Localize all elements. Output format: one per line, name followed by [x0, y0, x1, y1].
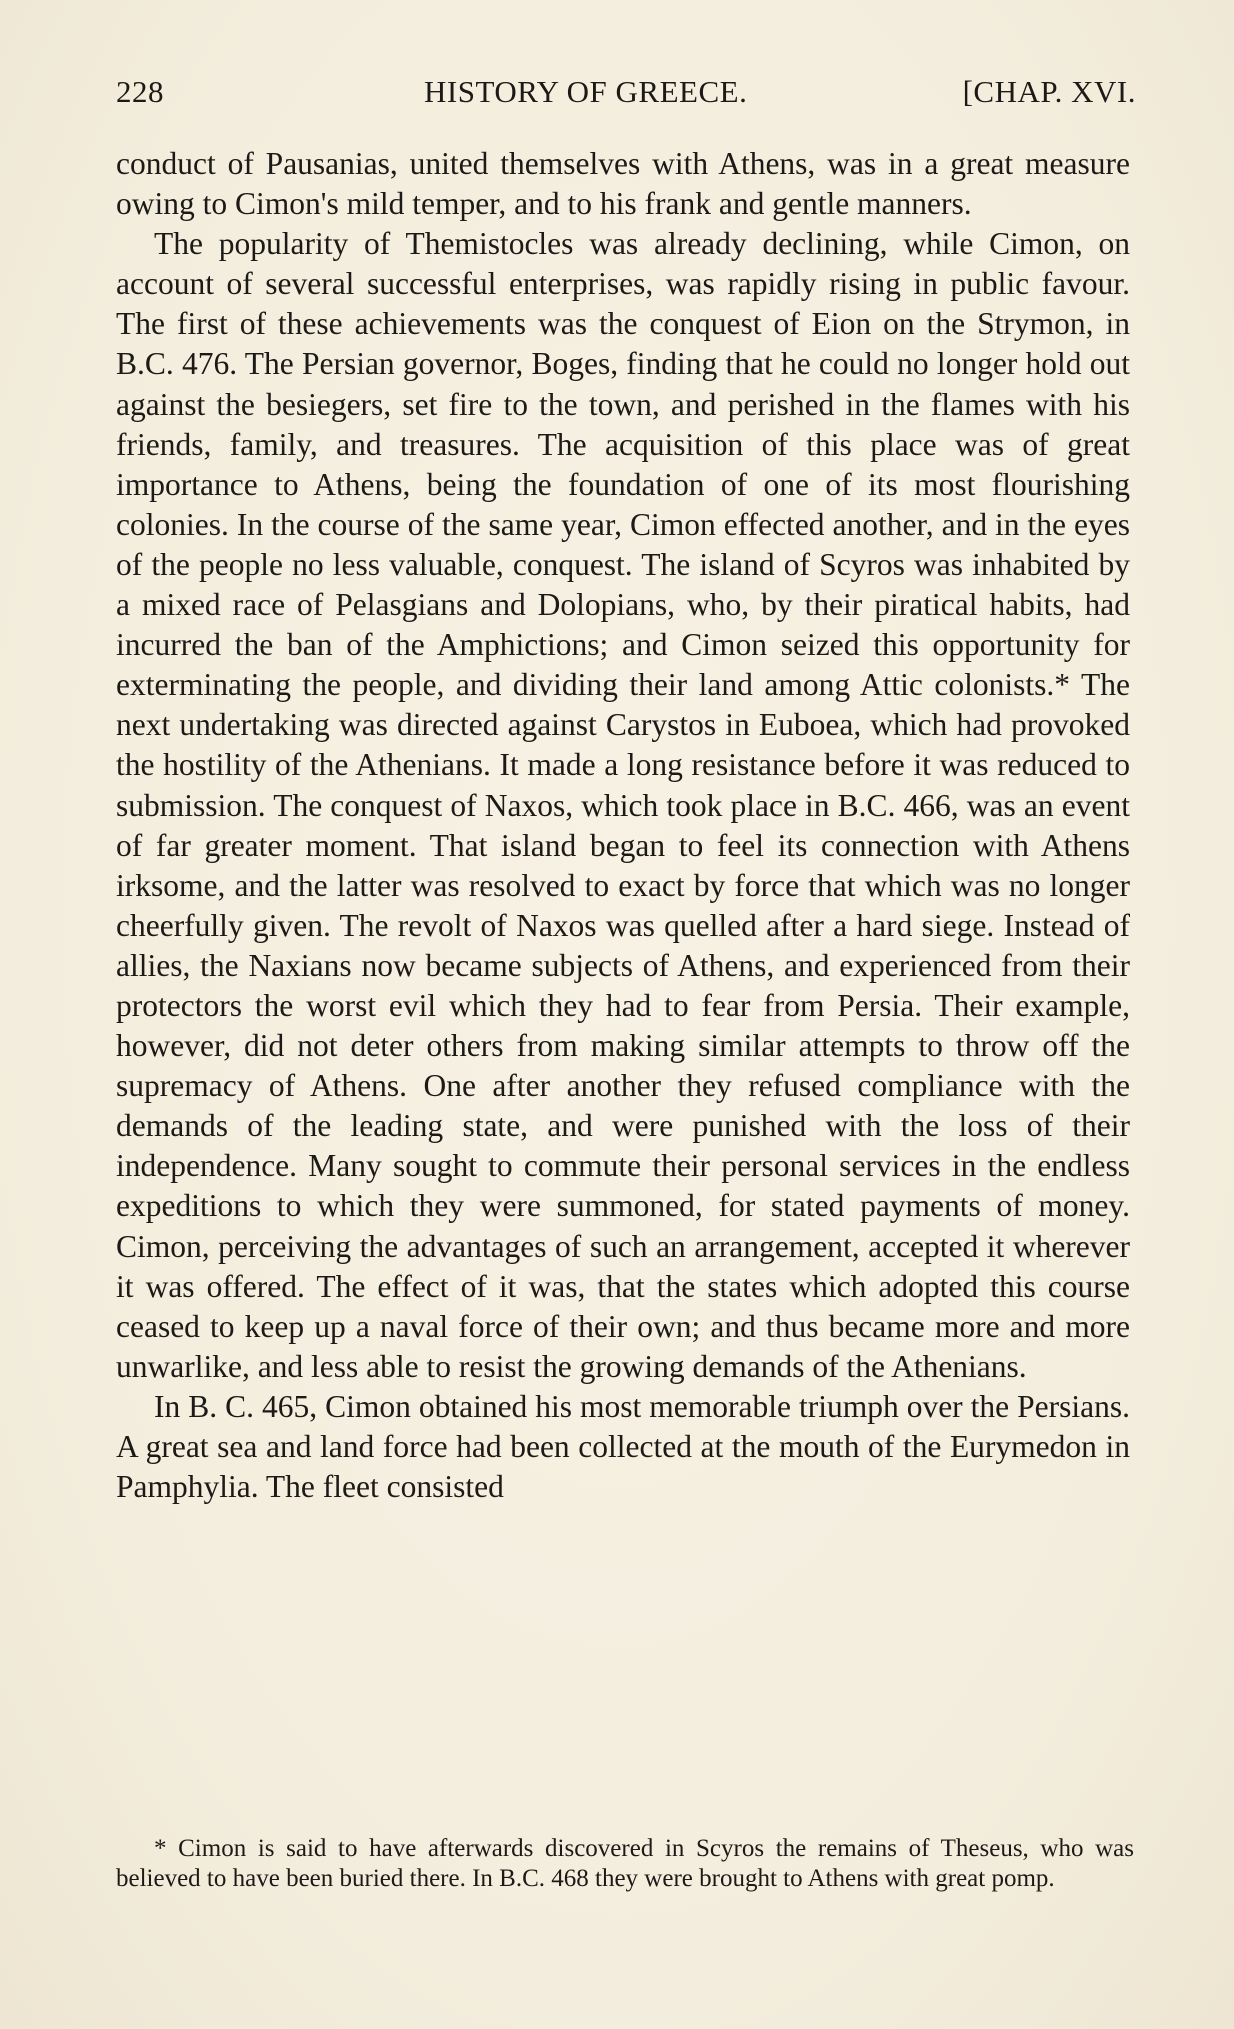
running-header [116, 74, 1136, 114]
footnote: * Cimon is said to have afterwards discovered in Scyros the remains of Theseus, who was believed to have been buried there. In B.C. 468 they were brought to Athens with great pomp. [116, 1835, 1134, 1892]
page-number: 228 [116, 74, 164, 109]
paragraph-3: In B. C. 465, Cimon obtained his most memorable triumph over the Persians. A great sea and land force had been collected at the mouth of the Eurymedon in Pamphylia. The fleet consisted [116, 1388, 1130, 1505]
chapter-reference: [CHAP. XVI. [962, 74, 1136, 109]
paragraph-1: conduct of Pausanias, united themselves with Athens, was in a great measure owing to Cimon's mild temper, and to his frank and gentle manners. [116, 146, 1130, 222]
book-title: HISTORY OF GREECE. [424, 74, 748, 109]
main-text [116, 144, 1130, 1507]
paragraph-2: The popularity of Themistocles was already declining, while Cimon, on account of several successful enterprises, was rapidly rising in public favour. The first of these achievements was the conquest of Eion on the Strymon, in B.C. 476. The Persian governor, Boges, finding that he could no longer hold out against the besiegers, set fire to the town, and perished in the flames with his friends, family, and treasures. The acquisition of this place was of great importance to Athens, being the foundation of one of its most flourishing colonies. In the course of the same year, Cimon effected another, and in the eyes of the people no less valuable, conquest. The island of Scyros was inhabited by a mixed race of Pelasgians and Dolopians, who, by their piratical habits, had incurred the ban of the Amphictions; and Cimon seized this opportunity for exterminating the people, and dividing their land among Attic colonists.* The next undertaking was directed against Carystos in Euboea, which had provoked the hostility of the Athenians. It made a long resistance before it was reduced to submission. The conquest of Naxos, which took place in B.C. 466, was an event of far greater moment. That island began to feel its connection with Athens irksome, and the latter was resolved to exact by force that which was no longer cheerfully given. The revolt of Naxos was quelled after a hard siege. Instead of allies, the Naxians now became subjects of Athens, and experienced from their protectors the worst evil which they had to fear from Persia. Their example, however, did not deter others from making similar attempts to throw off the supremacy of Athens. One after another they refused compliance with the demands of the leading state, and were punished with the loss of their independence. Many sought to commute their personal services in the endless expeditions to which they were summoned, for stated payments of money. Cimon, perceiving the advantages of such an arrangement, accepted it wherever it was offered. The effect of it was, that the states which adopted this course ceased to keep up a naval force of their own; and thus became more and more unwarlike, and less able to resist the growing demands of the Athenians. [116, 226, 1130, 1384]
